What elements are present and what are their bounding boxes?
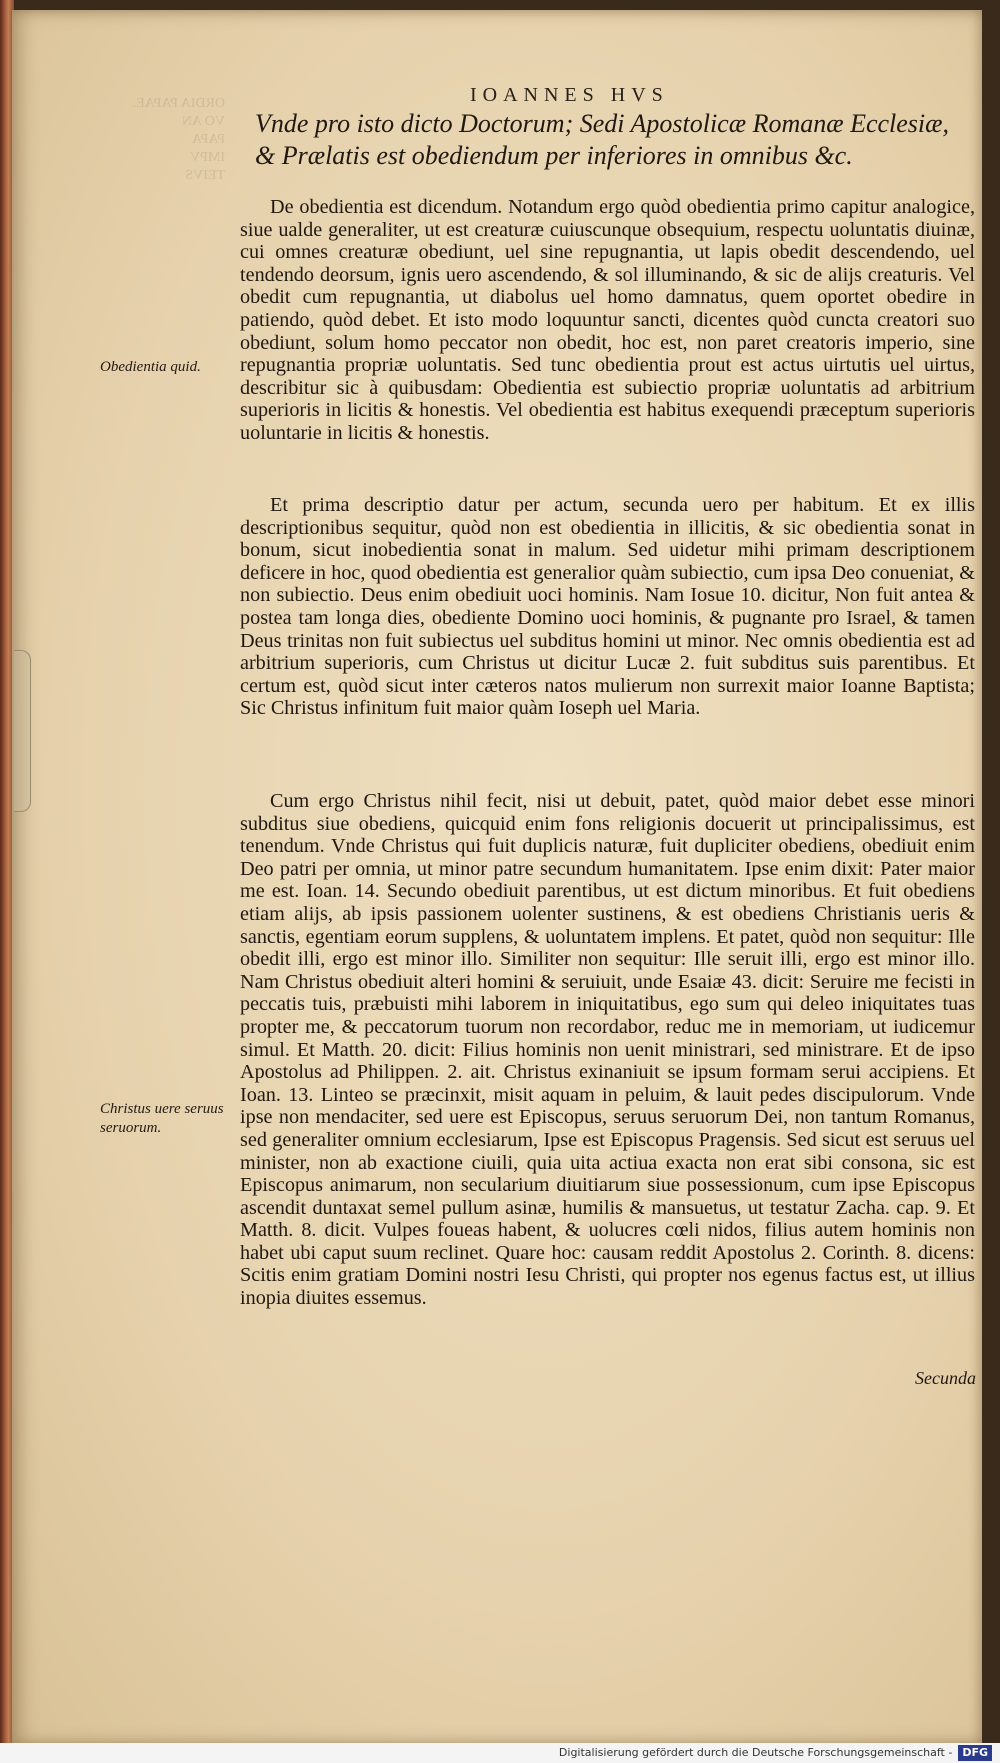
- running-head: IOANNES HVS: [470, 84, 669, 106]
- digitization-footer: [0, 1743, 1000, 1763]
- dfg-logo: DFG: [958, 1745, 992, 1761]
- paragraph-2: Et prima descriptio datur per actum, secunda uero per habitum. Et ex illis descriptionibus sequitur, quòd non est obedientia in illicitis, & sic obedientia sonat in bonum, sicut inobedientia sonat in malum. Sed uidetur mihi primam descriptionem deficere in hoc, quod obedientia est generalior quàm subiectio, cum ipsa Deo conueniat, & non subiectio. Deus enim obediuit uoci hominis. Nam Iosue 10. dicitur, Non fuit antea & postea tam longa dies, obediente Domino uoci hominis, & pugnante pro Israel, & tamen Deus trinitas non fuit subiectus uel subditus homini ut minor. Nec omnis obedientia est ad arbitrium superioris, cum Christus ut dicitur Lucæ 2. fuit subditus suis parentibus. Et certum est, quòd sicut inter cæteros natos mulierum non surrexit maior Ioanne Baptista; Sic Christus infinitum fuit maior quàm Ioseph uel Maria.: [240, 494, 975, 720]
- page-clip: [14, 650, 31, 812]
- section-title: Vnde pro isto dicto Doctorum; Sedi Apostolicæ Romanæ Ecclesiæ, & Prælatis est obediendum per inferiores in omnibus &c.: [255, 109, 949, 170]
- paragraph-3: Cum ergo Christus nihil fecit, nisi ut debuit, patet, quòd maior debet esse minori subditus siue obediens, quicquid enim fons religionis docuerit ut principalissimus, est tenendum. Vnde Christus qui fuit duplicis naturæ, fuit dupliciter obediens, obediuit enim Deo patri per omnia, ut minor patre secundum humanitatem. Ipse enim dixit: Pater maior me est. Ioan. 14. Secundo obediuit parentibus, ut est dictum minoribus. Et fuit obediens etiam alijs, ab ipsis passionem uolenter sustinens, & est obediens Christianis ueris & sanctis, egentiam eorum supplens, & uoluntatem implens. Et patet, quòd non sequitur: Ille obedit illi, ergo est minor illo. Similiter non sequitur: Ille seruit illi, ergo est minor illo. Nam Christus obediuit alteri homini & seruiuit, unde Esaiæ 43. dicit: Seruire me fecisti in peccatis tuis, præbuisti mihi laborem in iniquitatibus, ego sum qui deleo iniquitates tuas propter me, & peccatorum tuorum non recordabor, reduc me in memoriam, ut iudicemur simul. Et Matth. 20. dicit: Filius hominis non uenit ministrari, sed ministrare. Et de ipso Apostolus ad Philippen. 2. ait. Christus exinaniuit se ipsum formam serui accipiens. Et Ioan. 13. Linteo se præcinxit, misit aquam in peluim, & lauit pedes discipulorum. Vnde ipse non mendaciter, sed uere est Episcopus, seruus seruorum Dei, non tantum Romanus, sed generaliter omnium ecclesiarum, Ipse est Episcopus Pragensis. Sed sicut est seruus uel minister, non ab exactione ciuili, quia uita actiua exacta non erat sibi consona, sic est Episcopus animarum, non secularium diuitiarum siue possessionum, cum ipse Episcopus ascendit duntaxat semel pullum asinæ, humilis & mansuetus, ut testatur Zacha. cap. 9. Et Matth. 8. dicit. Vulpes foueas habent, & uolucres cœli nidos, filius autem hominis non habet ubi caput suum reclinet. Quare hoc: causam reddit Apostolus 2. Corinth. 8. dicens: Scitis enim gratiam Domini nostri Iesu Christi, qui propter nos egenus factus est, ut illius inopia diuites essemus.: [240, 790, 975, 1310]
- catchword: Secunda: [915, 1368, 976, 1388]
- footer-text: Digitalisierung gefördert durch die Deutsche Forschungsgemeinschaft -: [558, 1746, 953, 1759]
- margin-note-christus: Christus uere seruus seruorum.: [100, 1101, 224, 1136]
- margin-note-obedientia: Obedientia quid.: [100, 359, 201, 375]
- bleed-through-text: ORDIA PAPAE. VO AN PAPA IMPV TEIVS: [132, 96, 225, 183]
- paragraph-1: De obedientia est dicendum. Notandum ergo quòd obedientia primo capitur analogice, siue ualde generaliter, ut est creaturæ cuiuscunque obsequium, respectu uoluntatis diuinæ, cui omnes creaturæ obediunt, uel sine repugnantia, ut lapis obedit descendendo, uel tendendo deorsum, ignis uero ascendendo, & sol illuminando, & sic de alijs creaturis. Vel obedit cum repugnantia, ut diabolus uel homo damnatus, quem oportet obedire in patiendo, quòd debet. Et isto modo loquuntur sancti, dicentes quòd cuncta creatori suo obediunt, solum homo peccator non obedit, hoc est, non paret creatoris imperio, sine repugnantia propriæ uoluntatis. Sed tunc obedientia prout est actus uirtutis uel uirtus, describitur sic à quibusdam: Obedientia est subiectio propriæ uoluntatis ad arbitrium superioris in licitis & honestis. Vel obedientia est habitus exequendi præceptum superioris uoluntarie in licitis & honestis.: [240, 196, 975, 444]
